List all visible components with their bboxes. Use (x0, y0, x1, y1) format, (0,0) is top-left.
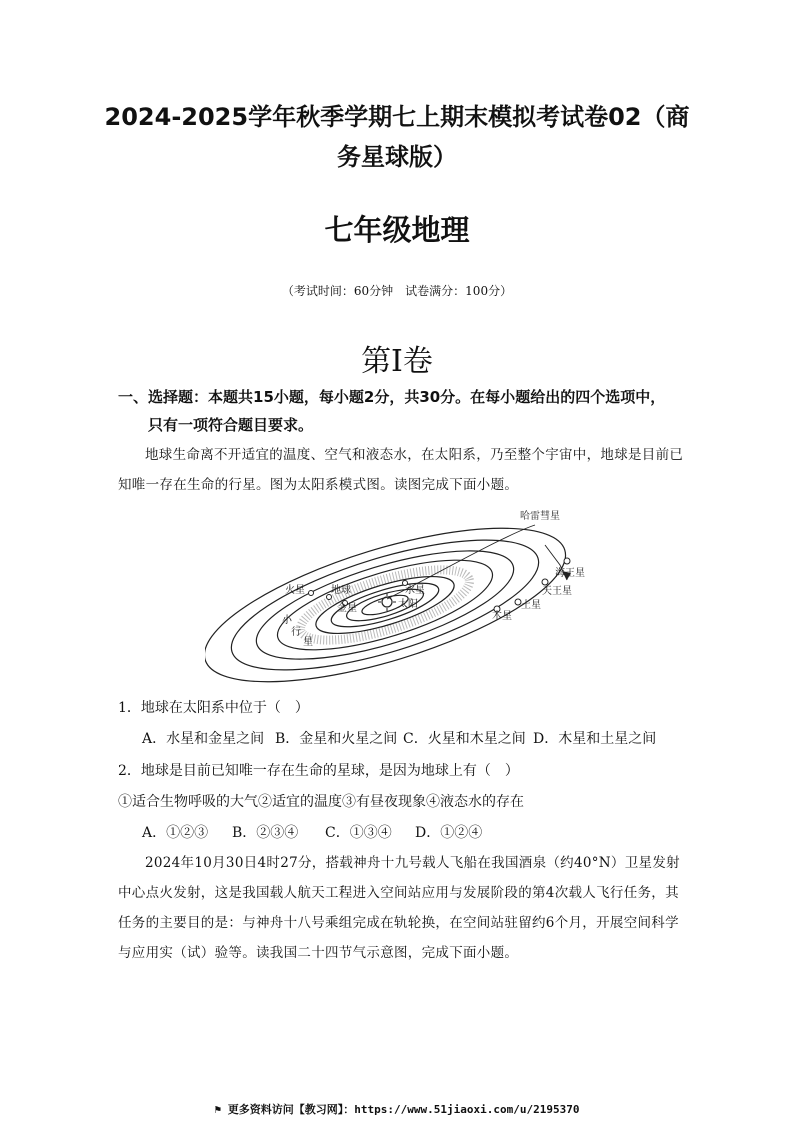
orbit-mars (310, 565, 459, 645)
label-mars: 火星 (285, 585, 305, 596)
orbit-uranus (218, 513, 552, 685)
q2-option-d[interactable]: D．①②④ (415, 825, 483, 841)
q2-option-b[interactable]: B．②③④ (232, 825, 299, 841)
label-asteroid-3: 星 (303, 637, 313, 648)
orbit-neptune (205, 505, 581, 685)
subject-title: 七年级地理 (324, 213, 470, 247)
label-mercury: 水星 (405, 585, 425, 596)
intro-paragraph: 地球生命离不开适宜的温度、空气和液态水，在太阳系，乃至整个宇宙中，地球是目前已知唯一存在生命的行星。图为太阳系模式图。读图完成下面小题。 (118, 447, 684, 493)
exam-title-line2: 务星球版） (337, 143, 457, 171)
solar-system-diagram (205, 505, 605, 685)
q1-option-a[interactable]: A．水星和金星之间 (142, 731, 265, 747)
paragraph-shenzhou: 2024年10月30日4时27分，搭载神舟十九号载人飞船在我国酒泉（约40°N）卫星发射中心点火发射，这是我国载人航天工程进入空间站应用与发展阶段的第4次载人飞行任务，其任务的主要目的是：与神舟十八号乘组完成在轨轮换，在空间站驻留约6个月，开展空间科学与应用实（试）验等。读我国二十四节气示意图，完成下面小题。 (118, 855, 680, 961)
uranus-planet (542, 579, 548, 585)
exam-info: （考试时间：60分钟 试卷满分：100分） (281, 284, 513, 298)
flag-icon: ⚑ (214, 1103, 228, 1116)
label-neptune: 海王星 (555, 568, 585, 579)
exam-title-line1: 2024-2025学年秋季学期七上期末模拟考试卷02（商 (104, 103, 690, 131)
asteroid-belt (294, 555, 477, 654)
label-asteroid-1: 小 (282, 615, 292, 626)
label-earth: 地球 (331, 585, 351, 596)
label-saturn: 土星 (521, 600, 541, 611)
q1-option-c[interactable]: C．火星和木星之间 (403, 731, 526, 747)
q1-option-b[interactable]: B．金星和火星之间 (275, 731, 398, 747)
label-asteroid-2: 行 (291, 627, 301, 638)
label-sun: 太阳 (398, 599, 418, 610)
label-jupiter: 木星 (492, 611, 512, 622)
part-heading: 第Ⅰ卷 (361, 344, 433, 379)
q2-option-c[interactable]: C．①③④ (325, 825, 392, 841)
neptune-planet (564, 558, 570, 564)
footer-text[interactable]: 更多资料访问【教习网】：https://www.51jiaoxi.com/u/2195370 (227, 1103, 580, 1116)
footer-link[interactable] (0, 1101, 794, 1117)
orbit-jupiter (269, 542, 502, 669)
section-heading-line2: 只有一项符合题目要求。 (148, 416, 314, 434)
mars-planet (309, 591, 314, 596)
label-uranus: 天王星 (542, 586, 572, 597)
q1-stem: 1．地球在太阳系中位于（ ） (118, 700, 309, 716)
q2-stem: 2．地球是目前已知唯一存在生命的星球，是因为地球上有（ ） (118, 763, 519, 779)
label-venus: 金星 (337, 603, 357, 614)
label-comet: 哈雷彗星 (520, 511, 560, 522)
q1-option-d[interactable]: D．木星和土星之间 (533, 731, 657, 747)
orbit-saturn (245, 529, 524, 682)
section-heading-line1: 一、选择题：本题共15小题，每小题2分，共30分。在每小题给出的四个选项中， (118, 388, 666, 406)
q2-statements: ①适合生物呼吸的大气②适宜的温度③有昼夜现象④液态水的存在 (118, 794, 524, 810)
q2-option-a[interactable]: A．①②③ (142, 825, 209, 841)
